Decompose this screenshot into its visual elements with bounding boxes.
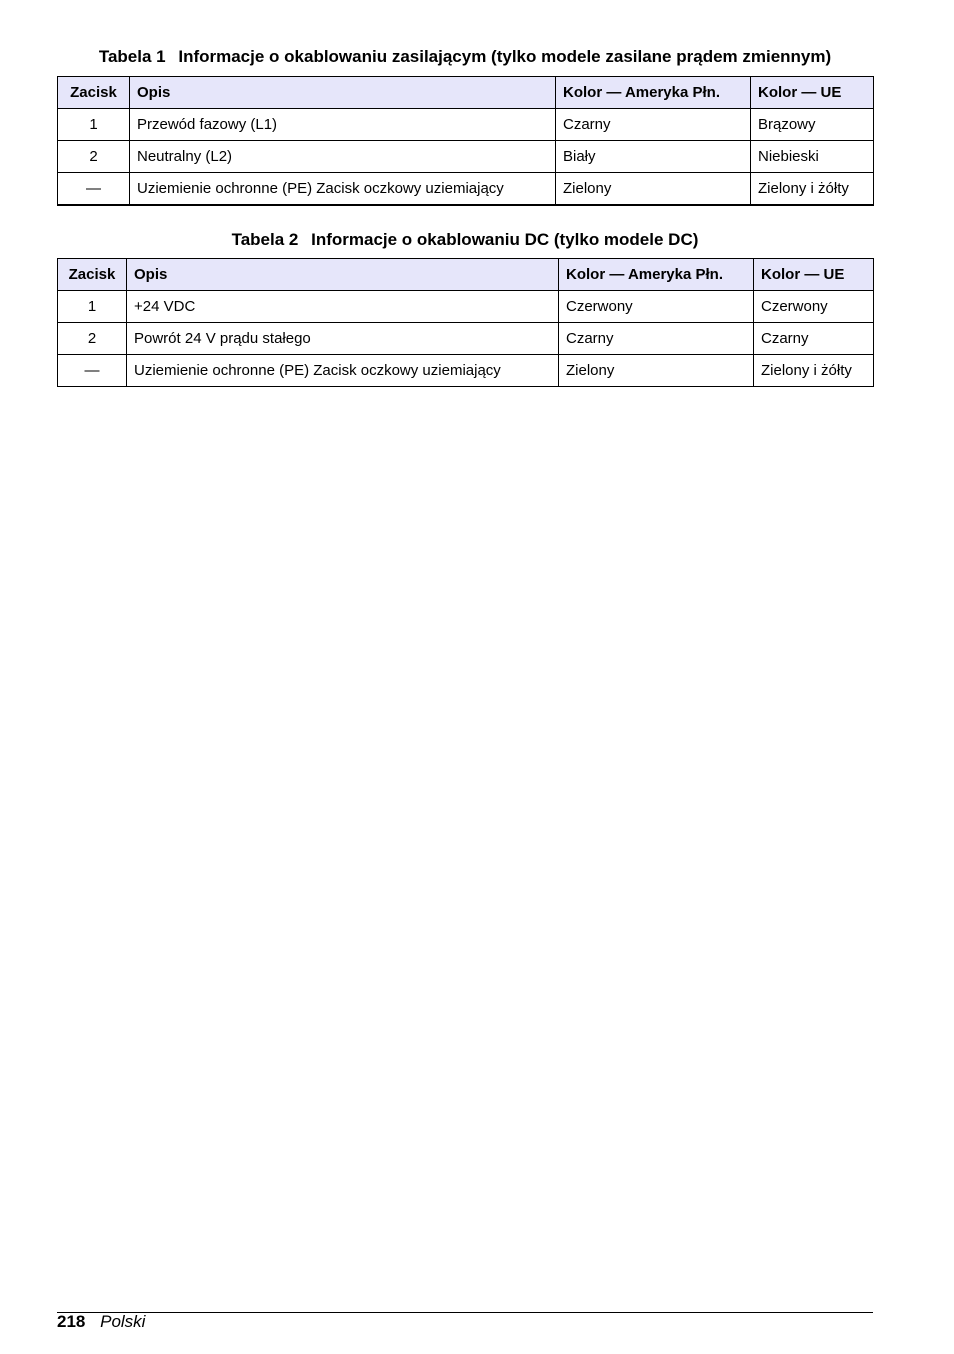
header-zacisk: Zacisk (58, 77, 130, 109)
cell-opis: Przewód fazowy (L1) (130, 109, 556, 141)
table-header-row (58, 259, 874, 291)
table1-caption-text: Informacje o okablowaniu zasilającym (tylko modele zasilane prądem zmiennym) (178, 47, 832, 66)
cell-opis: Powrót 24 V prądu stałego (127, 323, 559, 355)
table1 (57, 76, 874, 206)
header-kolor-ue: Kolor — UE (754, 259, 874, 291)
cell-kolor-ue: Zielony i żółty (754, 355, 874, 387)
table-row (58, 141, 874, 173)
table-row (58, 109, 874, 141)
cell-kolor-ameryka: Czarny (556, 109, 751, 141)
table2 (57, 258, 874, 387)
header-kolor-ameryka: Kolor — Ameryka Płn. (556, 77, 751, 109)
table2-caption-text: Informacje o okablowaniu DC (tylko modele DC) (311, 230, 699, 249)
header-opis: Opis (130, 77, 556, 109)
cell-kolor-ameryka: Czarny (559, 323, 754, 355)
header-kolor-ameryka: Kolor — Ameryka Płn. (559, 259, 754, 291)
cell-kolor-ameryka: Biały (556, 141, 751, 173)
cell-kolor-ue: Niebieski (751, 141, 874, 173)
cell-zacisk: 1 (58, 291, 127, 323)
cell-kolor-ameryka: Zielony (559, 355, 754, 387)
cell-kolor-ue: Czerwony (754, 291, 874, 323)
cell-opis: Neutralny (L2) (130, 141, 556, 173)
table-row (58, 173, 874, 205)
cell-zacisk: — (58, 173, 130, 205)
cell-zacisk: 2 (58, 141, 130, 173)
footer-divider (57, 1312, 873, 1313)
cell-kolor-ue: Zielony i żółty (751, 173, 874, 205)
page-number: 218 (57, 1312, 86, 1331)
cell-zacisk: 1 (58, 109, 130, 141)
footer-language: Polski (100, 1312, 146, 1331)
header-kolor-ue: Kolor — UE (751, 77, 874, 109)
header-opis: Opis (127, 259, 559, 291)
cell-zacisk: — (58, 355, 127, 387)
table1-caption-number: Tabela 1 (98, 47, 166, 66)
cell-kolor-ue: Brązowy (751, 109, 874, 141)
cell-opis: Uziemienie ochronne (PE) Zacisk oczkowy uziemiający (130, 173, 556, 205)
table1-caption (57, 47, 873, 67)
page-footer (57, 1312, 145, 1332)
table2-caption-number: Tabela 2 (231, 230, 299, 249)
cell-kolor-ue: Czarny (754, 323, 874, 355)
header-zacisk: Zacisk (58, 259, 127, 291)
cell-opis: Uziemienie ochronne (PE) Zacisk oczkowy uziemiający (127, 355, 559, 387)
table-row (58, 323, 874, 355)
table-row (58, 291, 874, 323)
cell-kolor-ameryka: Czerwony (559, 291, 754, 323)
cell-zacisk: 2 (58, 323, 127, 355)
table-header-row (58, 77, 874, 109)
cell-opis: +24 VDC (127, 291, 559, 323)
table-row (58, 355, 874, 387)
table2-caption (57, 230, 873, 250)
cell-kolor-ameryka: Zielony (556, 173, 751, 205)
